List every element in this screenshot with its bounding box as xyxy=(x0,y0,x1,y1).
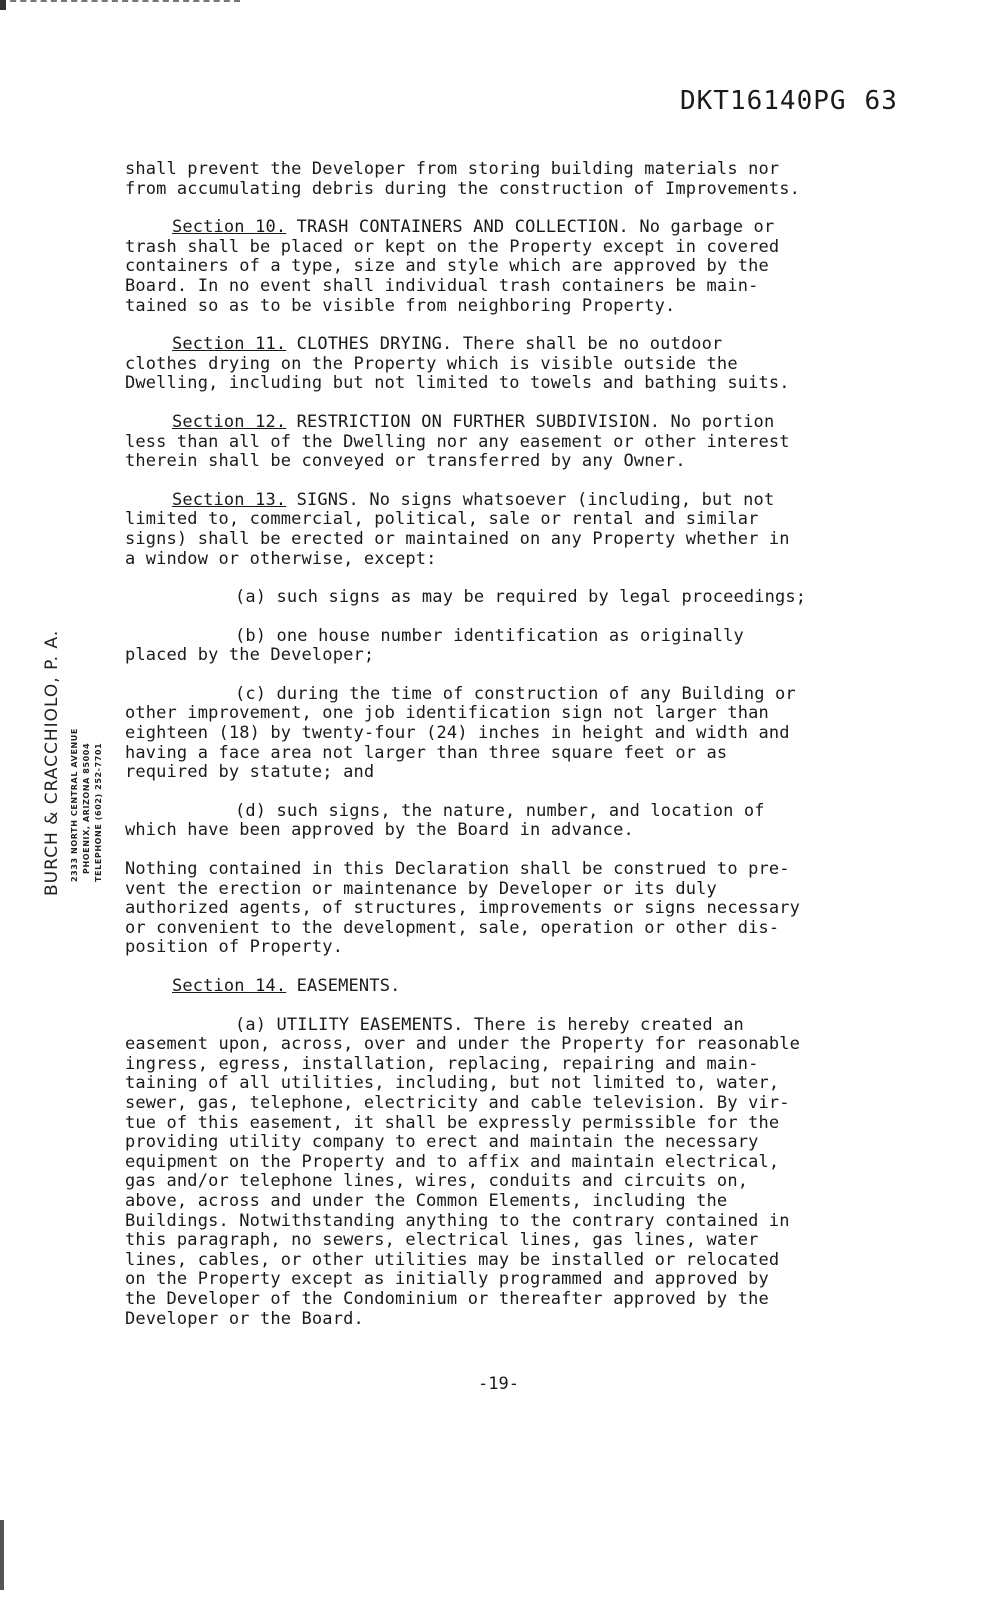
section-13-text: SIGNS. No signs whatsoever (including, but not limited to, commercial, political, sale or rental and similar signs) shall be erected or maintained on any Property whether in a window or otherwise, except: xyxy=(125,489,790,569)
section-13-item-d: (d) such signs, the nature, number, and location of which have been approved by the Board in advance. xyxy=(125,800,765,841)
section-13-item-b: (b) one house number identification as originally placed by the Developer; xyxy=(125,625,744,666)
document-body xyxy=(125,160,895,1348)
section-12 xyxy=(125,413,895,472)
top-scan-artifact xyxy=(0,0,240,7)
section-13-item-c: (c) during the time of construction of any Building or other improvement, one job identification sign not larger than eighteen (18) by twenty-four (24) inches in height and width and having a face area not larger than three square feet or as required by statute; and xyxy=(125,683,796,783)
section-14-text: EASEMENTS. xyxy=(286,976,401,996)
paragraph-continued: shall prevent the Developer from storing building materials nor from accumulating debris during the construction of Improvements. xyxy=(125,159,801,199)
section-12-text: RESTRICTION ON FURTHER SUBDIVISION. No portion less than all of the Dwelling nor any easement or other interest therein shall be conveyed or transferred by any Owner. xyxy=(125,411,790,472)
docket-stamp xyxy=(680,86,898,116)
section-12-label: Section 12. xyxy=(172,411,287,432)
docket-page: 63 xyxy=(864,86,898,116)
left-edge-mark-bottom xyxy=(0,1520,4,1590)
firm-address-city: PHOENIX, ARIZONA 85004 xyxy=(82,742,91,874)
nothing-contained-paragraph: Nothing contained in this Declaration shall be construed to pre- vent the erection or maintenance by Developer or its duly authorized agents, of structures, improvements or signs necessary or convenient to the development, sale, operation or other dis- position of Property. xyxy=(125,859,801,958)
section-13 xyxy=(125,491,895,569)
section-13-label: Section 13. xyxy=(172,489,287,510)
section-13-item-a: (a) such signs as may be required by legal proceedings; xyxy=(235,587,807,608)
firm-telephone: TELEPHONE (602) 252-7701 xyxy=(94,742,103,882)
section-10 xyxy=(125,218,895,316)
section-14 xyxy=(125,977,895,997)
firm-address-street: 2333 NORTH CENTRAL AVENUE xyxy=(70,728,79,882)
section-11-label: Section 11. xyxy=(172,334,287,355)
section-14-item-a: (a) UTILITY EASEMENTS. There is hereby created an easement upon, across, over and under the Property for reasonable ingress, egress, installation, replacing, repairing and main- taining of all utilities, including, but not limited to, water, sewer, gas, telephone, electricity and cable television. By vir- tue of this easement, it shall be expressly permissible for the providing utility company to erect and maintain the necessary equipment on the Property and to affix and maintain electrical, gas and/or telephone lines, wires, conduits and circuits on, above, across and under the Common Elements, including the Buildings. Notwithstanding anything to the contrary contained in this paragraph, no sewers, electrical lines, gas lines, water lines, cables, or other utilities may be installed or relocated on the Property except as initially programmed and approved by the Developer of the Condominium or thereafter approved by the Developer or the Board. xyxy=(125,1014,801,1329)
section-11-text: CLOTHES DRYING. There shall be no outdoor clothes drying on the Property which is visible outside the Dwelling, including but not limited to towels and bathing suits. xyxy=(125,334,790,394)
section-10-label: Section 10. xyxy=(172,217,287,238)
page-number: -19- xyxy=(478,1374,519,1394)
left-edge-mark-top xyxy=(0,0,6,10)
firm-name: BURCH & CRACCHIOLO, P. A. xyxy=(42,629,62,896)
section-11 xyxy=(125,335,895,394)
section-14-label: Section 14. xyxy=(172,976,287,996)
law-firm-sidebar xyxy=(10,620,110,900)
docket-number: DKT16140PG xyxy=(680,86,847,116)
section-10-text: TRASH CONTAINERS AND COLLECTION. No garbage or trash shall be placed or kept on the Property except in covered containers of a type, size and style which are approved by the Board. In no event shall individual trash containers be main- tained so as to be visible from neighboring Property. xyxy=(125,217,780,316)
